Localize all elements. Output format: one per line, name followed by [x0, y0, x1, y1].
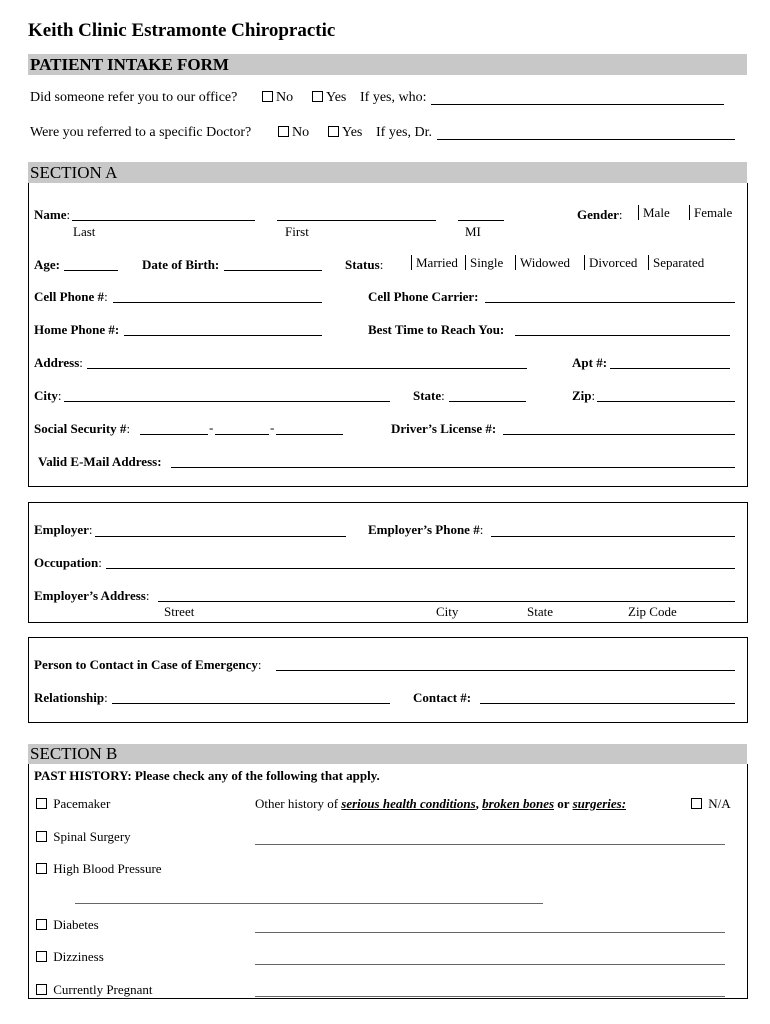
apt-label: Apt #:: [572, 355, 608, 370]
mi-caption: MI: [465, 224, 481, 239]
referral-yes-option[interactable]: Yes: [312, 90, 346, 106]
ssn-label: Social Security #:: [34, 421, 131, 436]
occupation-field[interactable]: [106, 568, 735, 569]
checkbox-icon[interactable]: [36, 919, 47, 930]
cell-phone-field[interactable]: [113, 302, 322, 303]
other-history-line[interactable]: [75, 903, 543, 904]
history-item-dizziness[interactable]: Dizziness: [36, 949, 104, 965]
zip-field[interactable]: [597, 401, 735, 402]
best-time-label: Best Time to Reach You:: [368, 322, 505, 337]
checkbox-icon[interactable]: [36, 863, 47, 874]
contact-number-field[interactable]: [480, 703, 735, 704]
history-item-spinal-surgery[interactable]: Spinal Surgery: [36, 829, 131, 845]
referral-question: Did someone refer you to our office?: [30, 90, 238, 105]
age-label: Age:: [34, 257, 60, 272]
cell-carrier-field[interactable]: [485, 302, 735, 303]
form-title-bar: [28, 54, 747, 75]
status-single-option[interactable]: Single: [465, 255, 503, 271]
other-history-line[interactable]: [255, 964, 725, 965]
first-name-field[interactable]: [277, 220, 436, 221]
checkbox-icon[interactable]: [36, 984, 47, 995]
history-item-currently-pregnant[interactable]: Currently Pregnant: [36, 982, 153, 998]
city-label: City:: [34, 388, 62, 403]
doctor-name-field[interactable]: [437, 139, 735, 140]
employer-address-field[interactable]: [158, 601, 735, 602]
zip-label: Zip:: [572, 388, 596, 403]
referral-who-label: If yes, who:: [360, 90, 427, 105]
doctor-yes-option[interactable]: Yes: [328, 125, 362, 141]
status-married-option[interactable]: Married: [411, 255, 458, 271]
checkbox-icon[interactable]: [36, 951, 47, 962]
checkbox-icon[interactable]: [262, 91, 273, 102]
history-item-pacemaker[interactable]: Pacemaker: [36, 796, 110, 812]
status-label: Status:: [345, 257, 384, 272]
employer-phone-field[interactable]: [491, 536, 735, 537]
last-caption: Last: [73, 224, 96, 239]
clinic-name: Keith Clinic Estramonte Chiropractic: [28, 20, 336, 41]
emergency-contact-label: Person to Contact in Case of Emergency:: [34, 657, 262, 672]
checkbox-icon[interactable]: [278, 126, 289, 137]
city-caption: City: [436, 604, 459, 619]
history-item-diabetes[interactable]: Diabetes: [36, 917, 99, 933]
doctor-name-label: If yes, Dr.: [376, 125, 432, 140]
occupation-label: Occupation:: [34, 555, 102, 570]
form-title: PATIENT INTAKE FORM: [30, 55, 229, 74]
history-item-high-blood-pressure[interactable]: High Blood Pressure: [36, 861, 162, 877]
ssn-dash: -: [270, 420, 275, 435]
email-label: Valid E-Mail Address:: [38, 454, 162, 469]
state-label: State:: [413, 388, 445, 403]
drivers-license-label: Driver’s License #:: [391, 421, 497, 436]
best-time-field[interactable]: [515, 335, 730, 336]
city-field[interactable]: [64, 401, 390, 402]
age-field[interactable]: [64, 270, 118, 271]
gender-male-option[interactable]: Male: [638, 205, 670, 221]
section-a-bar: [28, 162, 747, 183]
state-caption: State: [527, 604, 553, 619]
ssn-dash: -: [209, 420, 214, 435]
state-field[interactable]: [449, 401, 526, 402]
section-a-title: SECTION A: [30, 163, 118, 182]
other-history-line[interactable]: [255, 996, 725, 997]
emergency-box: [28, 637, 748, 723]
contact-number-label: Contact #:: [413, 690, 472, 705]
emergency-contact-field[interactable]: [276, 670, 735, 671]
home-phone-field[interactable]: [124, 335, 322, 336]
address-field[interactable]: [87, 368, 527, 369]
cell-phone-label: Cell Phone #:: [34, 289, 108, 304]
status-widowed-option[interactable]: Widowed: [515, 255, 570, 271]
doctor-no-option[interactable]: No: [278, 125, 309, 141]
name-label: Name:: [34, 207, 71, 222]
ssn-field-3[interactable]: [276, 434, 343, 435]
referral-no-option[interactable]: No: [262, 90, 293, 106]
past-history-heading: PAST HISTORY: Please check any of the following that apply.: [34, 768, 380, 783]
dob-label: Date of Birth:: [142, 257, 220, 272]
other-history-label: Other history of serious health conditions, broken bones or surgeries:: [255, 796, 627, 811]
status-divorced-option[interactable]: Divorced: [584, 255, 637, 271]
last-name-field[interactable]: [72, 220, 255, 221]
street-caption: Street: [164, 604, 195, 619]
checkbox-icon[interactable]: [36, 831, 47, 842]
mi-field[interactable]: [458, 220, 504, 221]
employer-field[interactable]: [95, 536, 346, 537]
address-label: Address:: [34, 355, 83, 370]
drivers-license-field[interactable]: [503, 434, 735, 435]
gender-label: Gender:: [577, 207, 623, 222]
ssn-field-2[interactable]: [215, 434, 269, 435]
checkbox-icon[interactable]: [312, 91, 323, 102]
checkbox-icon[interactable]: [36, 798, 47, 809]
gender-female-option[interactable]: Female: [689, 205, 732, 221]
referral-who-field[interactable]: [431, 104, 724, 105]
relationship-label: Relationship:: [34, 690, 108, 705]
other-history-line[interactable]: [255, 932, 725, 933]
dob-field[interactable]: [224, 270, 322, 271]
section-b-bar: [28, 744, 747, 764]
relationship-field[interactable]: [112, 703, 390, 704]
employer-label: Employer:: [34, 522, 93, 537]
employer-address-label: Employer’s Address:: [34, 588, 150, 603]
cell-carrier-label: Cell Phone Carrier:: [368, 289, 479, 304]
zip-code-caption: Zip Code: [628, 604, 677, 619]
checkbox-icon[interactable]: [691, 798, 702, 809]
employer-phone-label: Employer’s Phone #:: [368, 522, 484, 537]
section-b-title: SECTION B: [30, 744, 118, 763]
ssn-field-1[interactable]: [140, 434, 208, 435]
status-separated-option[interactable]: Separated: [648, 255, 704, 271]
email-field[interactable]: [171, 467, 735, 468]
doctor-question: Were you referred to a specific Doctor?: [30, 125, 252, 140]
other-history-line[interactable]: [255, 844, 725, 845]
checkbox-icon[interactable]: [328, 126, 339, 137]
na-option[interactable]: N/A: [691, 796, 731, 812]
home-phone-label: Home Phone #:: [34, 322, 120, 337]
first-caption: First: [285, 224, 309, 239]
apt-field[interactable]: [610, 368, 730, 369]
